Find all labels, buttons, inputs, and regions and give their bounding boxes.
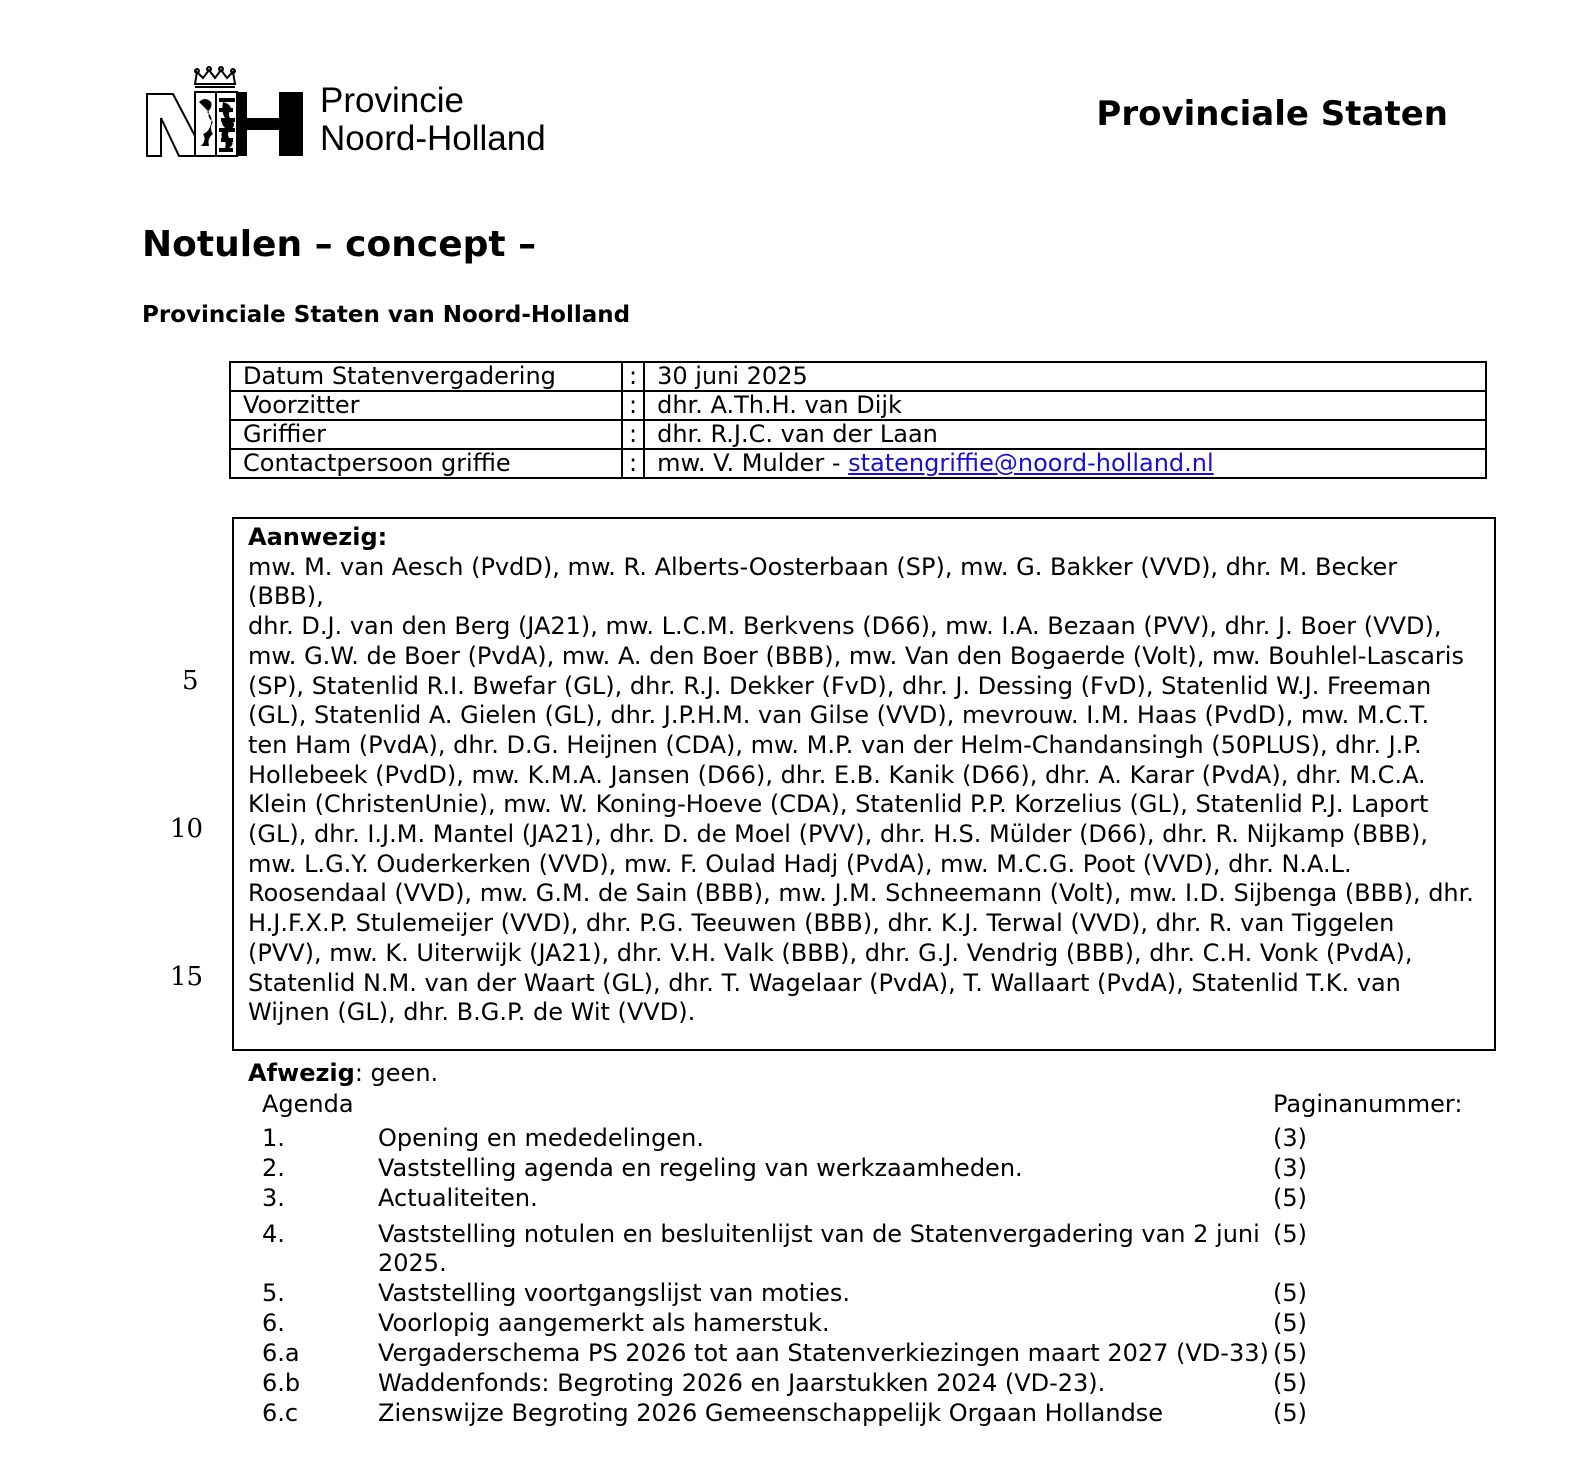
meta-label: Datum Statenvergadering xyxy=(230,362,622,391)
province-logo xyxy=(145,66,605,162)
present-line: (GL), Statenlid A. Gielen (GL), dhr. J.P.H.M. van Gilse (VVD), mevrouw. I.M. Haas (PvdD), mw. M.C.T. xyxy=(248,701,1430,730)
present-line: mw. M. van Aesch (PvdD), mw. R. Alberts-Oosterbaan (SP), mw. G. Bakker (VVD), dhr. M. Becker (BBB), xyxy=(248,552,1398,611)
agenda-heading: Agenda xyxy=(262,1090,354,1118)
present-line: mw. G.W. de Boer (PvdA), mw. A. den Boer (BBB), mw. Van den Bogaerde (Volt), mw. Bouhlel-Lascaris xyxy=(248,641,1464,670)
present-line: (SP), Statenlid R.I. Bwefar (GL), dhr. R.J. Dekker (FvD), dhr. J. Dessing (FvD), Statenlid W.J. Freeman xyxy=(248,671,1432,700)
list-item xyxy=(262,1220,1482,1278)
meta-value: dhr. R.J.C. van der Laan xyxy=(644,420,1486,449)
absent-value: : geen. xyxy=(354,1058,439,1087)
present-line: (GL), dhr. I.J.M. Mantel (JA21), dhr. D. de Moel (PVV), dhr. H.S. Mülder (D66), dhr. R. Nijkamp (BBB), xyxy=(248,820,1428,849)
table-row xyxy=(230,362,1486,391)
meta-label: Griffier xyxy=(230,420,622,449)
contact-name: mw. V. Mulder - xyxy=(657,449,849,477)
page-number-heading: Paginanummer: xyxy=(1273,1090,1463,1118)
agenda-item-text: Voorlopig aangemerkt als hamerstuk. xyxy=(378,1309,830,1337)
table-row xyxy=(230,449,1486,478)
agenda-item-number: 4. xyxy=(262,1220,285,1248)
meta-value-contact xyxy=(644,449,1486,478)
present-line: ten Ham (PvdA), dhr. D.G. Heijnen (CDA), mw. M.P. van der Helm-Chandansingh (50PLUS), dhr. J.P. xyxy=(248,730,1422,759)
agenda-item-page: (5) xyxy=(1273,1399,1307,1427)
agenda-item-text: Vaststelling agenda en regeling van werkzaamheden. xyxy=(378,1154,1023,1182)
agenda-item-number: 6. xyxy=(262,1309,285,1337)
agenda-item-page: (5) xyxy=(1273,1279,1307,1307)
meta-separator: : xyxy=(622,449,644,478)
present-line: Wijnen (GL), dhr. B.G.P. de Wit (VVD). xyxy=(248,998,696,1027)
list-item xyxy=(262,1369,1482,1398)
agenda-item-text: Zienswijze Begroting 2026 Gemeenschappelijk Orgaan Hollandse xyxy=(378,1399,1164,1427)
agenda-item-page: (5) xyxy=(1273,1339,1307,1367)
agenda-item-number: 1. xyxy=(262,1124,285,1152)
agenda-item-page: (5) xyxy=(1273,1184,1307,1212)
list-item xyxy=(262,1154,1482,1183)
present-line: mw. L.G.Y. Ouderkerken (VVD), mw. F. Oulad Hadj (PvdA), mw. M.C.G. Poot (VVD), dhr. N.A.L. xyxy=(248,849,1352,878)
present-line: Hollebeek (PvdD), mw. K.M.A. Jansen (D66), dhr. E.B. Kanik (D66), dhr. A. Karar (PvdA), dhr. M.C.A. xyxy=(248,760,1426,789)
agenda-item-text: Opening en mededelingen. xyxy=(378,1124,704,1152)
meta-label: Contactpersoon griffie xyxy=(230,449,622,478)
meta-separator: : xyxy=(622,391,644,420)
email-link[interactable]: statengriffie@noord-holland.nl xyxy=(848,449,1214,477)
agenda-item-text: Vaststelling notulen en besluitenlijst van de Statenvergadering van 2 juni 2025. xyxy=(378,1220,1260,1277)
present-label: Aanwezig: xyxy=(248,523,388,551)
list-item xyxy=(262,1124,1482,1153)
meta-value: 30 juni 2025 xyxy=(644,362,1486,391)
list-item xyxy=(262,1399,1482,1428)
line-number: 15 xyxy=(170,962,204,992)
header-org: Provinciale Staten xyxy=(1096,94,1448,134)
line-number: 5 xyxy=(182,666,199,696)
meta-value: dhr. A.Th.H. van Dijk xyxy=(644,391,1486,420)
agenda-item-page: (5) xyxy=(1273,1220,1307,1248)
agenda-item-number: 5. xyxy=(262,1279,285,1307)
meta-label: Voorzitter xyxy=(230,391,622,420)
agenda-item-text: Waddenfonds: Begroting 2026 en Jaarstukken 2024 (VD-23). xyxy=(378,1369,1106,1397)
agenda-item-page: (5) xyxy=(1273,1369,1307,1397)
absent-line xyxy=(248,1059,1480,1089)
agenda-list xyxy=(262,1124,1482,1429)
logo-wordmark xyxy=(320,82,546,158)
agenda-item-number: 6.b xyxy=(262,1369,301,1397)
list-item xyxy=(262,1184,1482,1213)
absent-label: Afwezig xyxy=(248,1058,355,1087)
agenda-item-text: Actualiteiten. xyxy=(378,1184,538,1212)
logo-line-1: Provincie xyxy=(320,81,464,120)
present-line: Klein (ChristenUnie), mw. W. Koning-Hoeve (CDA), Statenlid P.P. Korzelius (GL), Statenlid P.J. Laport xyxy=(248,790,1429,819)
agenda-item-number: 6.c xyxy=(262,1399,299,1427)
agenda-item-number: 3. xyxy=(262,1184,285,1212)
present-line: Statenlid N.M. van der Waart (GL), dhr. T. Wagelaar (PvdA), T. Wallaart (PvdA), Statenlid T.K. van xyxy=(248,968,1401,997)
document-subtitle: Provinciale Staten van Noord-Holland xyxy=(142,302,631,328)
meta-separator: : xyxy=(622,420,644,449)
agenda-item-text: Vaststelling voortgangslijst van moties. xyxy=(378,1279,851,1307)
agenda-item-page: (3) xyxy=(1273,1124,1307,1152)
present-line: dhr. D.J. van den Berg (JA21), mw. L.C.M. Berkvens (D66), mw. I.A. Bezaan (PVV), dhr. J. Boer (VVD), xyxy=(248,612,1442,641)
list-item xyxy=(262,1309,1482,1338)
present-line: (PVV), mw. K. Uiterwijk (JA21), dhr. V.H. Valk (BBB), dhr. G.J. Vendrig (BBB), dhr. C.H. Vonk (PvdA), xyxy=(248,938,1413,967)
logo-line-2: Noord-Holland xyxy=(320,119,546,158)
agenda-item-number: 2. xyxy=(262,1154,285,1182)
table-row xyxy=(230,420,1486,449)
meeting-info-table xyxy=(229,361,1487,479)
meta-separator: : xyxy=(622,362,644,391)
present-line: H.J.F.X.P. Stulemeijer (VVD), dhr. P.G. Teeuwen (BBB), dhr. K.J. Terwal (VVD), dhr. R. van Tiggelen xyxy=(248,909,1395,938)
present-line: Roosendaal (VVD), mw. G.M. de Sain (BBB), mw. J.M. Schneemann (Volt), mw. I.D. Sijbenga (BBB), dhr. xyxy=(248,879,1474,908)
list-item xyxy=(262,1279,1482,1308)
list-item xyxy=(262,1339,1482,1368)
line-number: 10 xyxy=(170,814,204,844)
agenda-item-page: (3) xyxy=(1273,1154,1307,1182)
table-row xyxy=(230,391,1486,420)
coat-of-arms-icon xyxy=(145,66,305,158)
agenda-item-page: (5) xyxy=(1273,1309,1307,1337)
attendance-box xyxy=(232,517,1496,1087)
agenda-item-text: Vergaderschema PS 2026 tot aan Statenverkiezingen maart 2027 (VD-33) xyxy=(378,1339,1269,1367)
agenda-item-number: 6.a xyxy=(262,1339,300,1367)
document-title: Notulen – concept – xyxy=(142,224,537,265)
